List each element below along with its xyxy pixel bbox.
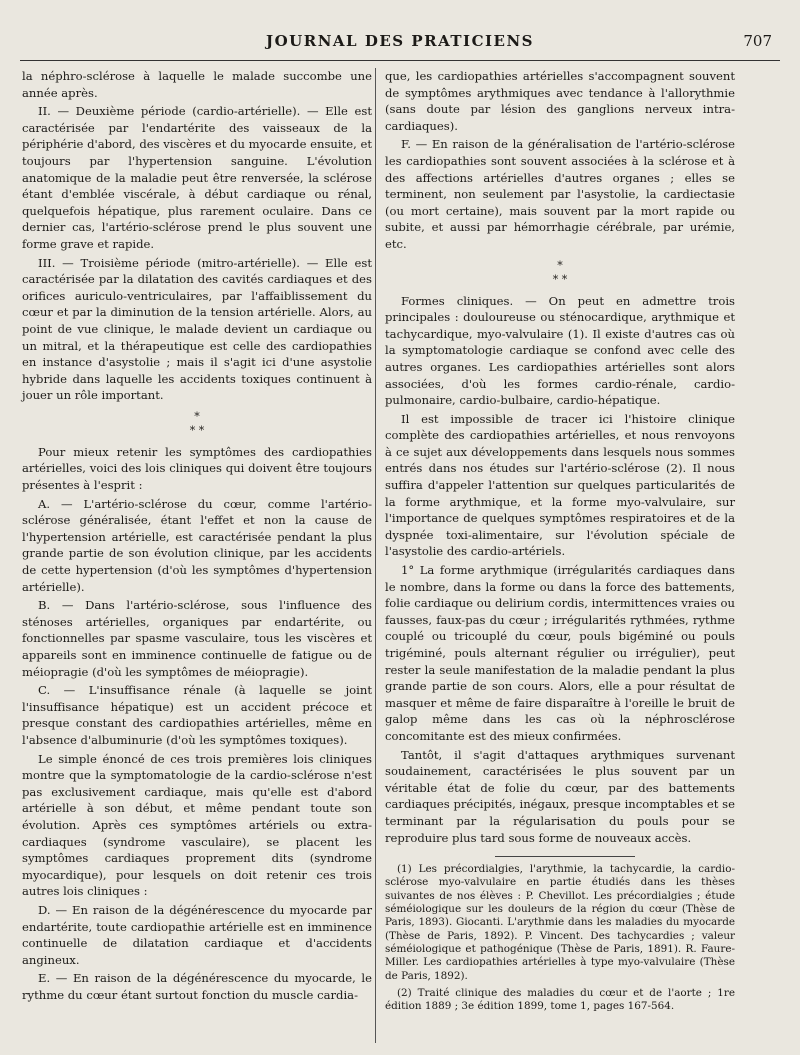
section-separator-asterism: * * * xyxy=(189,409,205,437)
paragraph: Pour mieux retenir les symptômes des cardiopathies artérielles, voici des lois cliniques qui doivent être toujours présentes à l'esprit : xyxy=(22,444,372,493)
left-column xyxy=(22,68,372,1005)
paragraph: II. — Deuxième période (cardio-artérielle). — Elle est caractérisée par l'endartérite des vaisseaux de la périphérie d'abord, des viscères et du myocarde ensuite, et toujours par l'hypertension sanguine. L'évolution anatomique de la maladie peut être renversée, la sclérose étant d'emblée viscérale, à début cardiaque ou rénal, quelquefois hépatique, plus rarement oculaire. Dans ce dernier cas, l'artério-sclérose prend le plus souvent une forme grave et rapide. xyxy=(22,104,372,251)
paragraph: III. — Troisième période (mitro-artérielle). — Elle est caractérisée par la dilatation des cavités cardiaques et des orifices auriculo-ventriculaires, par l'affaiblissement du cœur et par la diminution de la tension artérielle. Alors, au point de vue clinique, le malade devient un cardiaque ou un mitral, et la thérapeutique est celle des cardiopathies en instance d'asystolie ; mais il s'agit ici d'une asystolie hybride dans laquelle les accidents toxiques continuent à jouer un rôle important. xyxy=(22,255,372,403)
paragraph: Formes cliniques. — On peut en admettre trois principales : douloureuse ou sténocardique, arythmique et tachycardique, myo-valvulaire (1). Il existe d'autres cas où la symptomatologie cardiaque se confond avec celle des autres organes. Les cardiopathies artérielles sont alors associées, d'où les formes cardio-rénale, cardio-pulmonaire, cardio-bulbaire, cardio-hépatique. xyxy=(385,293,735,408)
paragraph: E. — En raison de la dégénérescence du myocarde, le rythme du cœur étant surtout fonction du muscle cardia- xyxy=(22,971,372,1002)
header-rule xyxy=(20,60,780,61)
page-header xyxy=(20,30,780,54)
paragraph: F. — En raison de la généralisation de l'artério-sclérose les cardiopathies sont souvent associées à la sclérose et à des affections artérielles d'autres organes ; elles se terminent, non seulement par l'asystolie, la cardiectasie (ou mort certaine), mais souvent par la mort rapide ou subite, et aussi par hémorrhagie cérébrale, par urémie, etc. xyxy=(385,137,735,251)
running-title: JOURNAL DES PRATICIENS xyxy=(266,32,534,50)
paragraph: B. — Dans l'artério-sclérose, sous l'influence des sténoses artérielles, organiques par endartérite, ou fonctionnelles par spasme vasculaire, tous les viscères et appareils sont en imminence continuelle de fatigue ou de méiopragie (d'où les symptômes de méiopragie). xyxy=(22,598,372,679)
footnote: (2) Traité clinique des maladies du cœur et de l'aorte ; 1re édition 1889 ; 3e édition 1899, tome 1, pages 167-564. xyxy=(385,986,735,1013)
page-number: 707 xyxy=(743,32,772,50)
column-divider xyxy=(375,68,376,1043)
paragraph: C. — L'insuffisance rénale (à laquelle se joint l'insuffisance hépatique) est un accident précoce et presque constant des cardiopathies artérielles, même en l'absence d'albuminurie (d'où les symptômes toxiques). xyxy=(22,683,372,747)
right-column xyxy=(385,68,735,1017)
paragraph: 1° La forme arythmique (irrégularités cardiaques dans le nombre, dans la forme ou dans la force des battements, folie cardiaque ou delirium cordis, intermittences vraies ou fausses, faux-pas du cœur ; irrégularités rythmées, rythme couplé ou tricouplé du cœur, pouls bigéminé ou pouls trigéminé, pouls alternant régulier ou irrégulier), peut rester la seule manifestation de la maladie pendant la plus grande partie de son cours. Alors, elle a pour résultat de masquer et même de faire disparaître à l'oreille le bruit de galop même dans les cas où la néphrosclérose concomitante est des mieux confirmées. xyxy=(385,563,735,743)
paragraph: Tantôt, il s'agit d'attaques arythmiques survenant soudainement, caractérisées le plus souvent par un véritable état de folie du cœur, par des battements cardiaques précipités, inégaux, presque incomptables et se terminant par la régularisation du pouls pour se reproduire plus tard sous forme de nouveaux accès. xyxy=(385,747,735,845)
paragraph: la néphro-sclérose à laquelle le malade succombe une année après. xyxy=(22,69,372,100)
paragraph: que, les cardiopathies artérielles s'accompagnent souvent de symptômes arythmiques avec tendance à l'allorythmie (sans doute par lésion des ganglions nerveux intra-cardiaques). xyxy=(385,69,735,133)
paragraph: Il est impossible de tracer ici l'histoire clinique complète des cardiopathies artérielles, et nous renvoyons à ce sujet aux développements dans lesquels nous sommes entrés dans nos études sur l'artério-sclérose (2). Il nous suffira d'appeler l'attention sur quelques particularités de la forme arythmique, et la forme myo-valvulaire, sur l'importance de quelques symptômes respiratoires et de la dyspnée toxi-alimentaire, sur l'évolution spéciale de l'asystolie des cardio-artériels. xyxy=(385,411,735,559)
footnote: (1) Les précordialgies, l'arythmie, la tachycardie, la cardio-sclérose myo-valvulaire en partie étudiés dans les thèses suivantes de nos élèves : P. Chevillot. Les précordialgies ; étude séméiologique sur les douleurs de la région du cœur (Thèse de Paris, 1893). Giocanti. L'arythmie dans les maladies du myocarde (Thèse de Paris, 1892). P. Vincent. Des tachycardies ; valeur séméiologique et pathogénique (Thèse de Paris, 1891). R. Faure-Miller. Les cardiopathies artérielles à type myo-valvulaire (Thèse de Paris, 1892). xyxy=(385,863,735,982)
section-separator-asterism: * * * xyxy=(552,258,568,286)
paragraph: A. — L'artério-sclérose du cœur, comme l'artério-sclérose généralisée, étant l'effet et non la cause de l'hypertension artérielle, est caractérisée pendant la plus grande partie de son évolution clinique, par les accidents de cette hypertension (d'où les symptômes d'hypertension artérielle). xyxy=(22,496,372,594)
paragraph: D. — En raison de la dégénérescence du myocarde par endartérite, toute cardiopathie artérielle est en imminence continuelle de dilatation cardiaque et d'accidents angineux. xyxy=(22,902,372,967)
paragraph: Le simple énoncé de ces trois premières lois cliniques montre que la symptomatologie de la cardio-sclérose n'est pas exclusivement cardiaque, mais qu'elle est d'abord artérielle à son début, et même pendant toute son évolution. Après ces symptômes artériels ou extra-cardiaques (syndrome vasculaire), se placent les symptômes cardiaques proprement dits (syndrome myocardique), pour lesquels on doit retenir ces trois autres lois cliniques : xyxy=(22,751,372,899)
footnote-rule xyxy=(495,856,635,857)
